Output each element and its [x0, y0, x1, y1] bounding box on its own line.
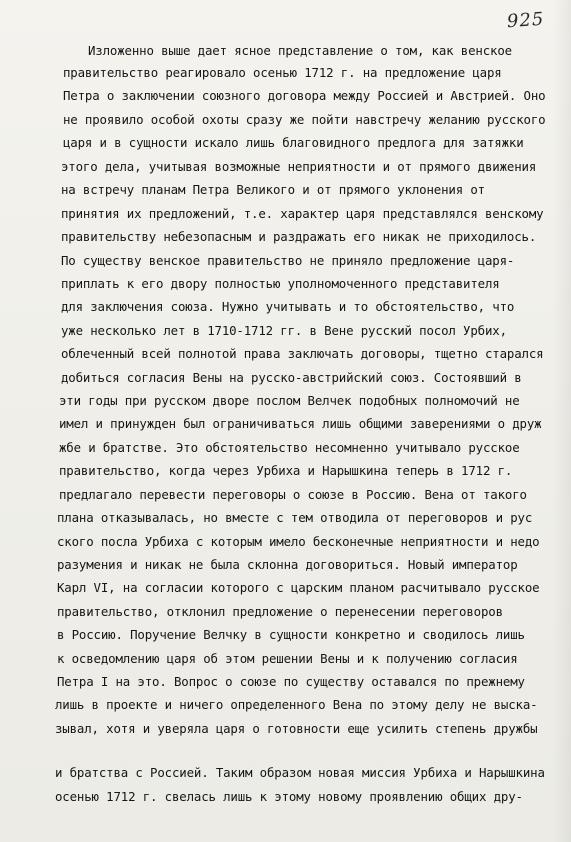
- text-line: имел и принужден был ограничиваться лишь общими заверениями о друж: [59, 416, 542, 431]
- text-line: эти годы при русском дворе послом Велчек подобных полномочий не: [59, 393, 520, 408]
- text-line: Изложенно выше дает ясное представление о том, как венское: [88, 43, 512, 58]
- text-line: уже несколько лет в 1710-1712 гг. в Вене русский посол Урбих,: [61, 323, 507, 338]
- text-line: ского посла Урбиха с которым имело бесконечные неприятности и недо: [57, 534, 540, 549]
- text-line: облеченный всей полнотой права заключать договоры, тщетно старался: [61, 346, 544, 361]
- text-line: и братства с Россией. Таким образом новая миссия Урбиха и Нарышкина: [55, 765, 545, 780]
- text-line: добиться согласия Вены на русско-австрийский союз. Состоявший в: [61, 370, 522, 385]
- text-line: плана отказывалась, но вместе с тем отводила от переговоров и рус: [57, 510, 533, 525]
- text-line: царя и в сущности искало лишь благовидного предлога для затяжки: [63, 135, 524, 150]
- text-line: правительство, когда через Урбиха и Нарышкина теперь в 1712 г.: [59, 463, 513, 478]
- text-line: лишь в проекте и ничего определенного Вена по этому делу не выска-: [55, 697, 538, 712]
- text-line: правительству небезопасным и раздражать его никак не приходилось.: [61, 229, 537, 244]
- text-line: правительство реагировало осенью 1712 г. на предложение царя: [63, 65, 502, 80]
- text-line: жбе и братстве. Это обстоятельство несомненно учитывало русское: [59, 440, 520, 455]
- text-line: для заключения союза. Нужно учитывать и то обстоятельство, что: [61, 299, 515, 314]
- text-line: осенью 1712 г. свелась лишь к этому новому проявлению общих дру-: [55, 789, 523, 804]
- text-line: на встречу планам Петра Великого и от прямого уклонения от: [61, 182, 485, 197]
- text-line: Петра о заключении союзного договора между Россией и Австрией. Оно: [63, 88, 546, 103]
- text-line: не проявило особой охоты сразу же пойти навстречу желанию русского: [63, 112, 546, 127]
- text-line: приплать к его двору полностью уполномоченного представителя: [61, 276, 500, 291]
- text-line: Карл VI, на согласии которого с царским планом расчитывало русское: [57, 580, 540, 595]
- text-line: По существу венское правительство не приняло предложение царя-: [61, 253, 515, 268]
- text-line: принятия их предложений, т.е. характер царя представлялся венскому: [61, 206, 544, 221]
- text-line: к осведомлению царя об этом решении Вены и к получению согласия: [57, 651, 518, 666]
- text-line: этого дела, учитывая возможные неприятности и от прямого движения: [61, 159, 537, 174]
- text-line: правительство, отклонил предложение о перенесении переговоров: [57, 604, 503, 619]
- text-line: зывал, хотя и уверяла царя о готовности еще усилить степень дружбы: [55, 721, 538, 736]
- text-line: в Россию. Поручение Велчку в сущности конкретно и сводилось лишь: [57, 627, 525, 642]
- page-number: 925: [505, 8, 545, 33]
- text-line: разумения и никак не была склонна договориться. Новый император: [57, 557, 518, 572]
- text-line: Петра I на это. Вопрос о союзе по существу оставался по прежнему: [57, 674, 525, 689]
- text-line: предлагало перевести переговоры о союзе в Россию. Вена от такого: [59, 487, 527, 502]
